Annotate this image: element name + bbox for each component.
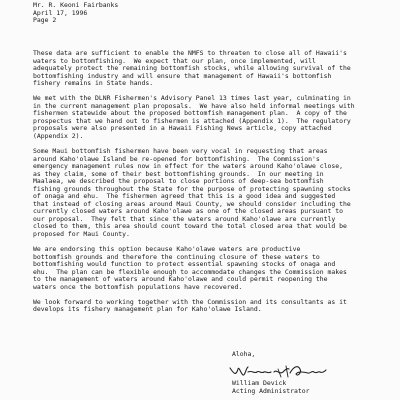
text-line: bottomfish grounds and therefore the continuing closure of these waters to <box>33 252 320 261</box>
text-line: These data are sufficient to enable the NMFS to threaten to close all of Hawaii's <box>33 49 347 57</box>
text-line: of onaga and ehu. The fishermen agreed that this is a good idea and suggested <box>33 192 336 201</box>
text-line: that instead of closing areas around Maui County, we should consider including the <box>33 199 351 208</box>
text-line: We look forward to working together with the Commission and its consultants as it <box>33 297 347 306</box>
text-line: currently closed waters around Kaho'olawe as one of the closed areas pursuant to <box>33 207 344 216</box>
closing-salutation: Aloha, <box>232 350 256 358</box>
text-line: prospectus that we hand out to fishermen is attached (Appendix 1). The regulatory <box>33 116 351 125</box>
text-line: ehu. The plan can be flexible enough to accommodate changes the Commission makes <box>33 267 347 276</box>
paragraph <box>33 299 395 314</box>
text-line: We are endorsing this option because Kaho'olawe waters are productive <box>33 245 301 254</box>
text-line: our proposal. They felt that since the waters around Kaho'olawe are currently <box>33 214 336 223</box>
text-line: waters to bottomfishing. We expect that our plan, once implemented, will <box>33 56 316 65</box>
text-line: (Appendix 2). <box>33 131 84 140</box>
text-line: We met with the DLNR Fishermen's Advisory Panel 13 times last year, culminating in <box>33 94 351 103</box>
text-line: as they claim, some of their best bottomfishing grounds. In our meeting in <box>33 169 324 178</box>
paragraph <box>33 95 395 140</box>
text-line: fishery remains in State hands. <box>33 79 154 88</box>
recipient-name: Mr. R. Keoni Fairbanks <box>33 1 119 9</box>
letter-date: April 17, 1996 <box>33 8 88 17</box>
text-line: fishermen statewide about the proposed bottomfish management plan. A copy of the <box>33 109 347 118</box>
text-line: proposals were also presented in a Hawaii Fishing News article, copy attached <box>33 124 332 133</box>
paragraph <box>33 148 395 239</box>
text-line: bottomfishing would function to protect essential spawning stocks of onaga and <box>33 260 336 269</box>
text-line: Some Maui bottomfish fishermen have been very vocal in requesting that areas <box>33 147 328 156</box>
text-line: closed to them, this area should count toward the total closed area that would be <box>33 222 347 231</box>
letter-body <box>33 50 395 321</box>
paragraph <box>33 246 395 291</box>
signer-name: William Devick <box>232 379 287 387</box>
text-line: bottomfishing industry and will ensure that management of Hawaii's bottomfish <box>33 71 332 80</box>
letter-header <box>33 2 118 25</box>
text-line: adequately protect the remaining bottomfish stocks, while allowing survival of the <box>33 64 351 73</box>
text-line: to the management of waters around Kaho'olawe and could permit reopening the <box>33 275 328 284</box>
signer-title: Acting Administrator <box>232 387 310 395</box>
paragraph <box>33 50 395 88</box>
text-line: around Kaho'olawe Island be re-opened for bottomfishing. The Commission's <box>33 154 320 163</box>
signature-stroke <box>290 367 326 375</box>
text-line: proposed for Maui County. <box>33 230 130 239</box>
text-line: in the current management plan proposals. We have also held informal meetings with <box>33 101 355 110</box>
text-line: emergency management rules now in effect for the waters around Kaho'olawe close, <box>33 162 344 171</box>
page-number: Page 2 <box>33 16 57 25</box>
text-line: fishing grounds throughout the State for the purpose of protecting spawning stocks <box>33 184 351 193</box>
text-line: waters once the bottomfish populations have recovered. <box>33 282 243 291</box>
text-line: develops its fishery management plan for Kaho'olawe Island. <box>33 305 262 314</box>
text-line: Maalaea, we described the proposal to close portions of deep-sea bottomfish <box>33 177 324 186</box>
